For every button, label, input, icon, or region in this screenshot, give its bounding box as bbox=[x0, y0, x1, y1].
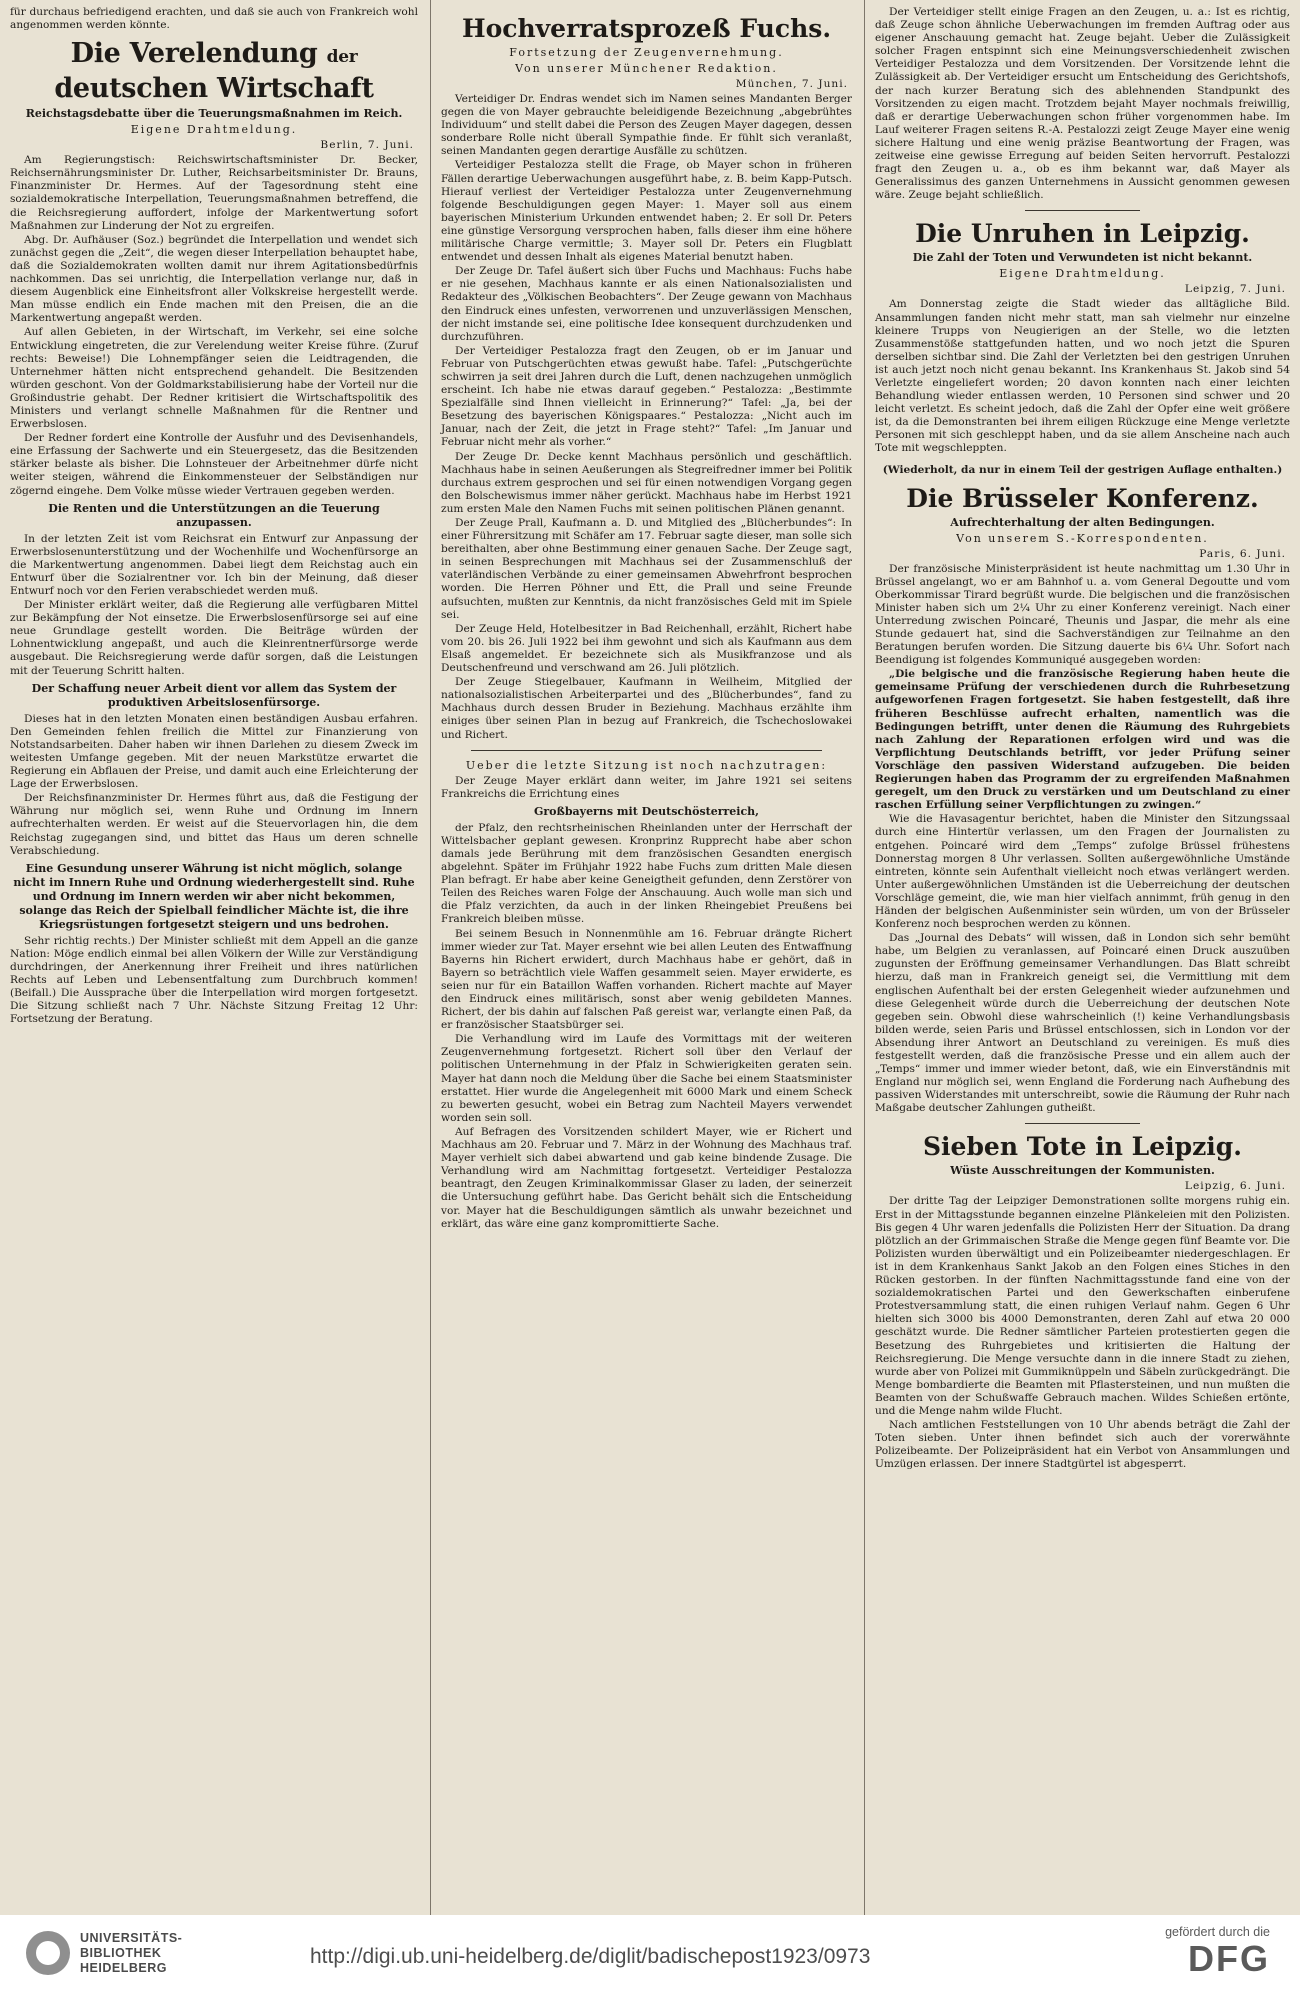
article-byline: Eigene Drahtmeldung. bbox=[130, 123, 298, 137]
article-paragraph: Dieses hat in den letzten Monaten einen beständigen Ausbau erfahren. Den Gemeinden fehlen freilich die Mittel zur Finanzierung von Notstandsarbeiten. Daher haben wir ihnen Darlehen zu diesem Zweck im weitesten Umfange gegeben. Mit der neuen Markstütze erwartet die Regierung ein Abflauen der Preise, und damit auch eine Erleichterung der Lage der Erwerbslosen. bbox=[10, 712, 418, 791]
article-paragraph: Sehr richtig rechts.) Der Minister schließt mit dem Appell an die ganze Nation: Möge endlich einmal bei allen Völkern der Wille zur Verständigung durchdringen, der Anerkennung ihrer Freiheit und ihres natürlichen Rechts auf Leben und Lebensentfaltung zum Durchbruch kommen! (Beifall.) Die Aussprache über die Interpellation wird morgen fortgesetzt. Die Sitzung schließt nach 7 Uhr. Nächste Sitzung Freitag 12 Uhr: Fortsetzung der Beratung. bbox=[10, 934, 418, 1026]
article-subhead: Die Zahl der Toten und Verwundeten ist nicht bekannt. bbox=[912, 251, 1253, 265]
article-note: Ueber die letzte Sitzung ist noch nachzutragen: bbox=[465, 758, 828, 772]
article-paragraph: Am Donnerstag zeigte die Stadt wieder das alltägliche Bild. Ansammlungen fanden nicht mehr statt, man sah vielmehr nur einzelne kleinere Trupps von Neugierigen an der Stelle, wo die letzten Zusammenstöße stattgefunden hatten, und wo noch jetzt die Spuren derselben sichtbar sind. Die Zahl der Verletzten bei den gestrigen Unruhen ist auch jetzt noch nicht genau bekannt. Ins Krankenhaus St. Jakob sind 54 Verletzte eingeliefert worden; 20 davon konnten nach einer leichten Behandlung wieder entlassen werden, 10 Personen sind schwer und 20 leicht verletzt. Es scheint jedoch, daß die Zahl der Opfer eine weit größere ist, da die Demonstranten bei ihrem eiligen Rückzuge eine Menge verletzte Personen mit sich geschleppt haben, und da sie allem Anscheine nach auch Tote mit wegschleppten. bbox=[875, 298, 1290, 455]
article-subhead: Fortsetzung der Zeugenvernehmung. bbox=[509, 46, 784, 59]
divider-rule bbox=[471, 750, 822, 751]
headline-part-b: der bbox=[326, 47, 358, 68]
article-intro-fragment: für durchaus befriedigend erachten, und daß sie auch von Frankreich wohl angenommen werden könnte. bbox=[10, 6, 418, 32]
funded-by-label: gefördert durch die bbox=[1165, 1925, 1270, 1939]
article-paragraph: Der Zeuge Mayer erklärt dann weiter, im Jahre 1921 sei seitens Frankreichs die Errichtung eines bbox=[441, 774, 852, 800]
section-heading: Die Renten und die Unterstützungen an die Teuerung anzupassen. bbox=[48, 501, 380, 529]
article-subhead: Wüste Ausschreitungen der Kommunisten. bbox=[950, 1164, 1215, 1178]
dfg-logo-text: DFG bbox=[1188, 1938, 1270, 1979]
article-paragraph: Der Zeuge Dr. Tafel äußert sich über Fuchs und Machhaus: Fuchs habe er nie gesehen, Machhaus kannte er als einen Nationalsozialisten und Redakteur des „Völkischen Beobachters“. Der Zeuge gewann von Machhaus den Eindruck eines unfesten, verworrenen und unzuverlässigen Menschen, der nicht imstande sei, eine politische Idee konsequent durchzudenken und durchzuführen. bbox=[441, 265, 852, 343]
article-paragraph: Verteidiger Pestalozza stellt die Frage, ob Mayer schon in früheren Fällen derartige Ueberwachungen ausgeführt habe, z. B. beim Kapp-Putsch. Hierauf verliest der Verteidiger Pestalozza unter Zeugenvernehmung folgende Beschuldigungen gegen Mayer: 1. Mayer soll aus einem bayerischen Ministerium Urkunden entwendet haben; 2. Er soll Dr. Peters eine günstige Versorgung versprochen haben, falls dieser ihm eine höhere militärische Charge vermittle; 3. Mayer soll Dr. Peters ein Flugblatt entwendet und dessen Inhalt als eigenes Material benutzt haben. bbox=[441, 159, 852, 264]
article-paragraph: Auf Befragen des Vorsitzenden schildert Mayer, wie er Richert und Machhaus am 20. Februar und 7. März in der Wohnung des Machhaus traf. Mayer verhielt sich dabei abwartend und gab keine bindende Zusage. Die Verhandlung wird am Nachmittag fortgesetzt. Verteidiger Pestalozza beantragt, den Zeugen Kriminalkommissar Glaser zu laden, der seinerzeit die Untersuchung geführt habe. Das Gericht behält sich die Entscheidung vor. Mayer hat die Beschuldigungen sämtlich als unwahr bezeichnet und erklärt, das wäre eine ganz kompromittierte Sache. bbox=[441, 1125, 852, 1230]
divider-rule bbox=[1025, 210, 1140, 211]
dfg-funding-logo bbox=[1165, 1925, 1270, 1979]
article-paragraph: Der Zeuge Stiegelbauer, Kaufmann in Weilheim, Mitglied der nationalsozialistischen Arbeiterpartei und des „Blücherbundes“, fand zu Machhaus durch dessen Bruder in Beziehung. Machhaus erzählte ihm einiges über seinen Plan in bezug auf Frankreich, die Tschechoslowakei und Richert. bbox=[441, 676, 852, 741]
article-byline: Eigene Drahtmeldung. bbox=[999, 267, 1166, 281]
article-paragraph: Der Zeuge Prall, Kaufmann a. D. und Mitglied des „Blücherbundes“: In einer Führersitzung mit Schäfer am 17. Februar sagte dieser, man solle sich bereithalten, aber ohne Bestimmung einer genauen Sache. Der Zeuge sagt, in seinen Besprechungen mit Machhaus sei der Zusammenschluß der vaterländischen Verbände zu einer gemeinsamen Abwehrfront besprochen worden. Die Herren Pöhner und Ett, die Prall und seine Freunde aufsuchten, mußten zur Kenntnis, da nicht französisches Geld mit im Spiele sei. bbox=[441, 517, 853, 621]
article-dateline: Leipzig, 6. Juni. bbox=[1184, 1180, 1286, 1193]
section-heading: Der Schaffung neuer Arbeit dient vor allem das System der produktiven Arbeitslosenfürsorge. bbox=[31, 681, 397, 709]
article-paragraph: Der Redner fordert eine Kontrolle der Ausfuhr und des Devisenhandels, eine Erfassung der Sachwerte und ein Steuergesetz, das die Besitzenden stärker belaste als bisher. Die Lohnsteuer der Arbeitnehmer dürfe nicht weiter steigen, während die Einkommensteuer der Selbständigen nur zögernd eingehe. Dem Volke müsse wieder Vertrauen gegeben werden. bbox=[10, 432, 418, 497]
section-heading: Großbayerns mit Deutschösterreich, bbox=[533, 804, 760, 818]
article-paragraph: Der französische Ministerpräsident ist heute nachmittag um 1.30 Uhr in Brüssel angelangt, wo er am Bahnhof u. a. vom General Degoutte und vom Oberkommissar Tirard begrüßt wurde. Die belgischen und die französischen Minister haben sich um 2¼ Uhr zu einer Konferenz vereinigt. Nach einer Unterredung zwischen Poincaré, Theunis und Jaspar, die mehr als eine Stunde gedauert hat, sind die Sachverständigen zur Teilnahme an den Beratungen berufen worden. Die Sitzung dauerte bis 6¼ Uhr. Sofort nach Beendigung ist folgendes Kommuniqué ausgegeben worden: bbox=[875, 562, 1290, 667]
library-logo bbox=[26, 1929, 206, 1977]
divider-rule bbox=[1025, 1123, 1140, 1124]
article-byline: Von unserer Münchener Redaktion. bbox=[515, 62, 778, 75]
article-paragraph: Nach amtlichen Feststellungen von 10 Uhr abends beträgt die Zahl der Toten sieben. Unter ihnen befindet sich auch der vorerwähnte Polizeibeamte. Der Polizeipräsident hat ein Verbot von Ansammlungen und Umzügen erlassen. Der innere Stadtgürtel ist abgesperrt. bbox=[875, 1419, 1290, 1471]
library-name: UNIVERSITÄTS- BIBLIOTHEK HEIDELBERG bbox=[80, 1931, 183, 1975]
article-paragraph: Am Regierungstisch: Reichswirtschaftsminister Dr. Becker, Reichsernährungsminister Dr. Luther, Reichsarbeitsminister Dr. Brauns, Finanzminister Dr. Hermes. Auf der Tagesordnung steht eine sozialdemokratische Interpellation, Teuerungsmaßnahmen betreffend, die die Reichsregierung auffordert, infolge der Markentwertung sofort Maßnahmen zur Linderung der Not zu ergreifen. bbox=[10, 154, 418, 232]
article-paragraph: Bei seinem Besuch in Nonnenmühle am 16. Februar drängte Richert immer wieder zur Tat. Mayer ersehnt wie bei allen Leuten des Entwaffnung Bayerns hin Richert erwidert, durch Machhaus habe er gehört, daß in Bayern so beträchtlich viele Waffen gesammelt seien. Mayer erwiderte, es seien nur für ein Bataillon Waffen vorhanden. Richert machte auf Mayer den Eindruck eines militärisch, sonst aber wenig gebildeten Mannes. Richert, der bis dahin auf falschen Paß gereist war, verlangte einen Paß, da er französischer Staatsbürger sei. bbox=[441, 927, 852, 1032]
article-paragraph: Der Minister erklärt weiter, daß die Regierung alle verfügbaren Mittel zur Bekämpfung der Not einsetze. Die Erwerbslosenfürsorge sei auf eine neue Grundlage gestellt worden. Die Beiträge würden der Lohnentwicklung angepaßt, und auch die Kleinrentnerfürsorge werde ausgebaut. Die Reichsregierung werde dafür sorgen, daß die Leistungen mit der Teuerung Schritt halten. bbox=[10, 599, 418, 677]
article-paragraph: Verteidiger Dr. Endras wendet sich im Namen seines Mandanten Berger gegen die von Mayer gebrauchte beleidigende Bezeichnung „abgebrühtes Individuum“ und stellt dabei die Person des Zeugen Mayer dagegen, dessen sonderbare Rolle nicht überall Sympathie finde. Er fühlt sich veranlaßt, seinen Mandanten gegen derartige Ausfälle zu schützen. bbox=[441, 93, 852, 158]
article-paragraph: der Pfalz, den rechtsrheinischen Rheinlanden unter der Herrschaft der Wittelsbacher geplant gewesen. Kronprinz Rupprecht habe aber schon damals jede Berührung mit dem französischen Gesandten energisch abgelehnt. Später im Frühjahr 1922 habe Fuchs zum dritten Male diesen Plan befragt. Er habe aber keine Geneigtheit gefunden, denn Zerstörer von Teilen des Reiches waren Folge der Anschauung. Auch wolle man sich und die Pfalz verzichten, da auch in der linken Rheingebiet Preußens bei Frankreich bleiben müsse. bbox=[441, 821, 852, 926]
article-dateline: Berlin, 7. Juni. bbox=[320, 139, 414, 152]
article-subhead: Aufrechterhaltung der alten Bedingungen. bbox=[950, 515, 1215, 529]
digitization-footer bbox=[0, 1915, 1300, 1990]
headline-hochverratsprozess: Hochverratsprozeß Fuchs. bbox=[461, 14, 832, 43]
headline-sieben-tote: Sieben Tote in Leipzig. bbox=[922, 1132, 1242, 1162]
article-dateline: München, 7. Juni. bbox=[735, 78, 848, 90]
headline-unruhen-leipzig: Die Unruhen in Leipzig. bbox=[915, 219, 1250, 249]
article-paragraph: Der Zeuge Held, Hotelbesitzer in Bad Reichenhall, erzählt, Richert habe vom 20. bis 26. Juli 1922 bei ihm gewohnt und sich als Kaufmann aus dem Elsaß angemeldet. Er bezeichnete sich als Musikfranzose und als Deutschenfreund und verschwand am 26. Juli plötzlich. bbox=[441, 622, 852, 675]
column-right bbox=[864, 0, 1300, 1915]
article-dateline: Paris, 6. Juni. bbox=[1199, 547, 1286, 560]
headline-part-c: deutschen Wirtschaft bbox=[54, 73, 374, 105]
article-paragraph: Wie die Havasagentur berichtet, haben die Minister den Sitzungssaal durch eine Hintertür verlassen, um den Fragen der Journalisten zu entgehen. Poincaré wird dem „Temps“ zufolge Brüssel frühestens Donnerstag morgen 8 Uhr verlassen. Sollten außergewöhnliche Umstände eintreten, könnte sein Aufenthalt vielleicht noch etwas verlängert werden. Unter außergewöhnlichen Umständen ist die Ueberreichung der deutschen Vorschläge gemeint, die, wie man hier vielfach annimmt, früh genug in den Händen der belgischen Außenminister sein würden, um von der Brüsseler Konferenz noch besprochen werden zu können. bbox=[875, 813, 1290, 931]
headline-part-a: Die Verelendung bbox=[70, 38, 318, 70]
source-url-link[interactable]: http://digi.ub.uni-heidelberg.de/diglit/badischepost1923/0973 bbox=[310, 1945, 871, 1968]
article-paragraph: Das „Journal des Debats“ will wissen, daß in London sich sehr bemüht habe, um Belgien zu veranlassen, auf Poincaré einen Druck auszuüben zugunsten der Eröffnung gemeinsamer Verhandlungen. Das Blatt schreibt hierzu, daß man in Frankreich geneigt sei, die Vermittlung mit dem englischen Aufenthalt bei der ersten Gelegenheit wieder aufzunehmen und diese Gelegenheit würde durch die Ueberreichung der deutschen Note gegeben sein. Obwohl diese wahrscheinlich (!) keine Verhandlungsbasis bilden werde, seien Paris und Brüssel entschlossen, sich in London vor der Absendung ihrer Antwort an Deutschland zu vereinigen. Es muß dies festgestellt werden, daß die französische Presse und ein allem auch der „Temps“ immer und immer wieder betont, daß, wie ein Einverständnis mit England nur möglich sei, wenn England die Forderung nach Aufhebung des passiven Widerstandes mit unterschreibt, sowie die Räumung der Ruhr nach Maßgabe deutscher Zahlungen gutheißt. bbox=[875, 932, 1290, 1115]
article-paragraph: In der letzten Zeit ist vom Reichsrat ein Entwurf zur Anpassung der Erwerbslosenunterstützung und der Wochenhilfe und Wochenfürsorge an die Markentwertung angenommen. Dabei liegt dem Reichstag auch ein Entwurf über die Sozialrentner vor. Ich bin der Meinung, daß dieser Entwurf noch vor den Ferien verabschiedet werden muß. bbox=[10, 532, 418, 597]
column-middle bbox=[430, 0, 862, 1915]
article-paragraph: Der Verteidiger stellt einige Fragen an den Zeugen, u. a.: Ist es richtig, daß Zeuge schon ähnliche Ueberwachungen im fremden Auftrag oder aus eigener Anschauung gemacht hat. Zeuge bejaht. Ueber die Zulässigkeit solcher Fragen entspinnt sich eine Meinungsverschiedenheit zwischen Verteidiger Pestalozza und dem Vorsitzenden. Der Vorsitzende lehnt die Zulässigkeit ab. Der Verteidiger ersucht um Entscheidung des Gerichtshofs, der nach kurzer Beratung sich des ablehnenden Standpunkt des Vorsitzenden zu eigen macht. Trotzdem bejaht Mayer nochmals freiwillig, daß er derartige Ueberwachungen schon früher vorgenommen habe. Im Lauf weiterer Fragen seitens R.-A. Pestalozzi zeigt Zeuge Mayer eine wenig sichere Haltung und eine wenig präzise Beantwortung der Fragen, was zeitweise eine gewisse Erregung auf beiden Seiten hervorruft. Pestalozzi fragt den Zeugen u. a., ob es ihm bekannt war, daß Mayer als Generalissimus des ganzen Unternehmens in Aussicht genommen gewesen wäre. Zeuge bejaht schließlich. bbox=[875, 6, 1290, 202]
article-paragraph: Der Zeuge Dr. Decke kennt Machhaus persönlich und geschäftlich. Machhaus habe in seinen Aeußerungen als Stegreifredner immer bei Politik durchaus extrem gesprochen und sei für einen notwendigen Vorgang gegen den Bolschewismus immer näher gerückt. Machhaus habe im Herbst 1921 zum ersten Male den Namen Fuchs mit seinen politischen Plänen genannt. bbox=[441, 450, 852, 515]
article-paragraph: Der Reichsfinanzminister Dr. Hermes führt aus, daß die Festigung der Währung nur möglich sei, wenn Ruhe und Ordnung im Innern aufrechterhalten werden. Er weist auf die Steuervorlagen hin, die dem Reichstag zugegangen sind, und bittet das Haus um deren schnelle Verabschiedung. bbox=[10, 792, 418, 857]
reprint-notice: (Wiederholt, da nur in einem Teil der gestrigen Auflage enthalten.) bbox=[882, 463, 1283, 476]
article-dateline: Leipzig, 7. Juni. bbox=[1184, 283, 1286, 296]
headline-verelendung bbox=[10, 38, 418, 105]
article-paragraph: Die Verhandlung wird im Laufe des Vormittags mit der weiteren Zeugenvernehmung fortgesetzt. Richert soll über den Verlauf der politischen Unternehmung in der Pfalz in Schwierigkeiten geraten sein. Mayer hat dann noch die Meldung über die Sache bei einem Staatsminister erstattet. Hier wurde die Angelegenheit mit 6000 Mark und einem Scheck zu bewerten gesucht, wobei ein Betrag zum Nachteil Mayers verwendet worden sein soll. bbox=[441, 1033, 852, 1124]
university-seal-icon bbox=[26, 1931, 70, 1975]
article-subhead: Reichstagsdebatte über die Teuerungsmaßnahmen im Reich. bbox=[25, 107, 403, 121]
article-paragraph: Abg. Dr. Aufhäuser (Soz.) begründet die Interpellation und wendet sich zunächst gegen die „Zeit“, die wegen dieser Interpellation behauptet habe, daß die Sozialdemokraten wollten damit nur ihrem Agitationsbedürfnis nachkommen. Das sei unrichtig, die Interpellation verlange nur, daß in diesem Augenblick eine Einheitsfront aller Volkskreise hergestellt werde. Man müsse endlich ein Ende machen mit den Preisen, die an die Markentwertung angepaßt werden. bbox=[10, 233, 418, 325]
section-heading: Eine Gesundung unserer Währung ist nicht möglich, solange nicht im Innern Ruhe und Ordnung wiederhergestellt sind. Ruhe und Ordnung im Innern werden wir aber nicht bekommen, solange das Reich der Spielball feindlicher Mächte ist, die ihre Kriegsrüstungen fortgesetzt steigern und uns bedrohen. bbox=[13, 861, 415, 931]
article-paragraph: Der Verteidiger Pestalozza fragt den Zeugen, ob er im Januar und Februar von Putschgerüchten etwas gewußt habe. Tafel: „Putschgerüchte schwirren ja seit drei Jahren durch die Luft, denen nachzugehen unmöglich erscheint. Ich habe nie etwas darauf gegeben.“ Pestalozza: „Bestimmte Spezialfälle sind Ihnen vielleicht in Erinnerung?“ Tafel: „Ja, bei der Besetzung des bayerischen Königspaares.“ Pestalozza: „Nicht auch im Januar, nach der Zeit, die jetzt in Frage steht?“ Tafel: „Im Januar und Februar nicht mehr als vorher.“ bbox=[441, 344, 852, 449]
article-byline: Von unserem S.-Korrespondenten. bbox=[956, 531, 1209, 545]
headline-bruesseler-konferenz: Die Brüsseler Konferenz. bbox=[906, 483, 1259, 513]
article-paragraph: Der dritte Tag der Leipziger Demonstrationen sollte morgens ruhig ein. Erst in der Mittagsstunde begannen einzelne Plänkeleien mit den Polizisten. Bis gegen 4 Uhr waren jedenfalls die Polizisten Herr der Situation. Da drang plötzlich an der Grimmaischen Straße die Menge gegen fünf Beamte vor. Die Polizisten wurden überwältigt und ein Polizeibeamter niedergeschlagen. Er ist in dem Krankenhaus Sankt Jakob an den Folgen eines Stiches in den Rücken gestorben. In der fünften Nachmittagsstunde fand eine von der sozialdemokratischen Partei und den Gewerkschaften einberufene Protestversammlung statt, die einen ruhigen Verlauf nahm. Gegen 6 Uhr hielten sich 3000 bis 4000 Demonstranten, deren Zahl auf etwa 20 000 geschätzt wurde. Die Redner sämtlicher Parteien protestierten gegen die Besetzung des Ruhrgebietes und kritisierten die Haltung der Reichsregierung. Die Menge versuchte dann in die innere Stadt zu ziehen, wurde aber von Polizei mit Gummiknüppeln und Säbeln zurückgedrängt. Die Menge bombardierte die Beamten mit Pflastersteinen, und nun mußten die Beamten von der Schußwaffe Gebrauch machen. Wildes Schießen ertönte, und die Menge nahm wilde Flucht. bbox=[875, 1195, 1291, 1417]
article-paragraph: „Die belgische und die französische Regierung haben heute die gemeinsame Prüfung der verschiedenen durch die Ruhrbesetzung aufgeworfenen Fragen fortgesetzt. Sie haben festgestellt, daß ihre früheren Beschlüsse aufrecht erhalten, namentlich was die Bedingungen betrifft, unter denen die Räumung des Ruhrgebiets nach Zahlung der Reparationen erfolgen wird und was die Verpflichtung Deutschlands betrifft, vor jeder Prüfung seiner Vorschläge den passiven Widerstand aufzugeben. Die beiden Regierungen haben das Programm der zu ergreifenden Maßnahmen geregelt, um den Druck zu verstärken und um Deutschland zu einer raschen Erfüllung seiner Verpflichtungen zu zwingen.“ bbox=[875, 668, 1290, 812]
column-left bbox=[0, 0, 428, 1915]
article-paragraph: Auf allen Gebieten, in der Wirtschaft, im Verkehr, sei eine solche Entwicklung eingetreten, die zur Verelendung weiter Kreise führe. (Zuruf rechts: Beweise!) Die Lohnempfänger seien die Leidtragenden, die Unternehmer hätten nicht entsprechend gehandelt. Die Besitzenden würden geschont. Von der Goldmarkstabilisierung habe der Vorteil nur die Großindustrie gehabt. Der Redner kritisiert die Wirtschaftspolitik des Ministers und verlangt schnelle Maßnahmen für die Rentner und Erwerbslosen. bbox=[10, 326, 418, 431]
